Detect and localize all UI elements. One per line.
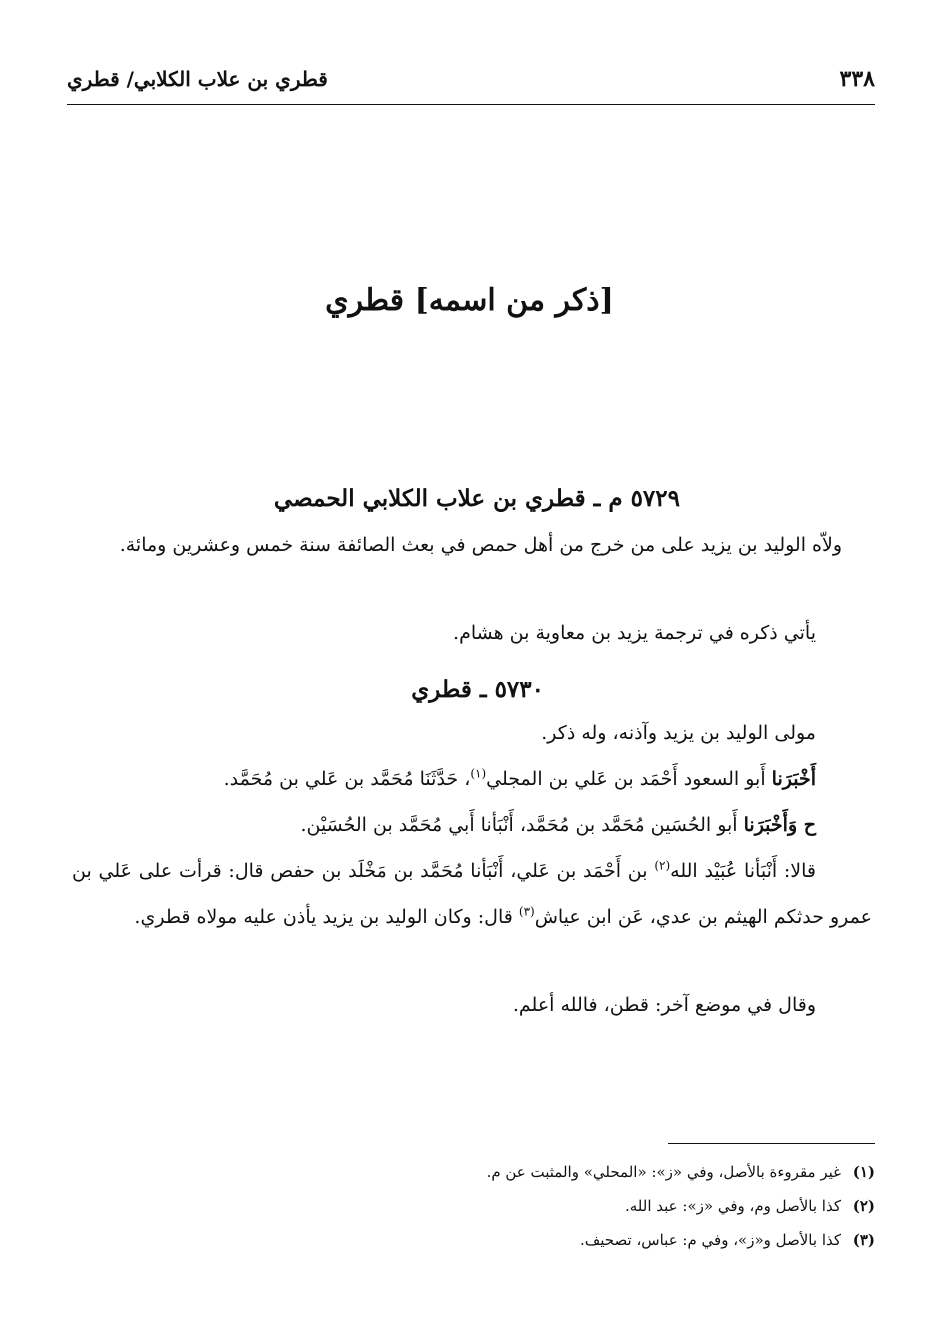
header-rule xyxy=(67,104,875,105)
footnote-text: كذا بالأصل و«ز»، وفي م: عباس، تصحيف. xyxy=(579,1231,841,1249)
footnote-item xyxy=(300,1189,875,1223)
isnad-paragraph xyxy=(72,848,872,940)
entry-5730-closing xyxy=(72,982,816,1028)
paragraph-text: ولاّه الوليد بن يزيد على من خرج من أهل حمص في بعث الصائفة سنة خمس وعشرين ومائة. xyxy=(119,534,842,556)
footnote-text: غير مقروءة بالأصل، وفي «ز»: «المحلي» والمثبت عن م. xyxy=(486,1163,841,1181)
paragraph-text-c: قال: وكان الوليد بن يزيد يأذن عليه مولاه قطري. xyxy=(134,906,519,928)
crossref-text: يأتي ذكره في ترجمة يزيد بن معاوية بن هشام. xyxy=(453,622,816,644)
footnote-number: (٢) xyxy=(852,1197,875,1215)
isnad-text: أَبو السعود أَحْمَد بن عَلي بن المجلي xyxy=(486,768,772,790)
footnote-number: (٣) xyxy=(852,1231,875,1249)
entry-5729-crossref xyxy=(72,610,816,656)
footnote-item xyxy=(300,1223,875,1257)
isnad-line-1 xyxy=(72,756,816,802)
paragraph-text-b: بن أَحْمَد بن عَلي، أَنْبَأنا مُحَمَّد بن مَخْلَد بن حفص قال: قرأت على عَلي بن عمرو حدثكم الهيثم بن عدي، عَن ابن عياش xyxy=(72,860,872,928)
isnad-lead: ح وَأَخْبَرَنا xyxy=(743,814,816,836)
footnote-ref-1: (١) xyxy=(470,766,487,781)
footnotes xyxy=(300,1155,875,1257)
footnote-item xyxy=(300,1155,875,1189)
entry-heading-5729 xyxy=(0,476,680,523)
paragraph-text-a: قالا: أَنْبَأنا عُبَيْد الله xyxy=(670,860,817,882)
running-title: قطري بن علاب الكلابي/ قطري xyxy=(67,67,328,91)
footnote-ref-3: (٣) xyxy=(518,904,535,919)
footnote-rule xyxy=(668,1143,875,1144)
entry-5730-intro xyxy=(72,710,816,756)
page-number: ٣٣٨ xyxy=(839,66,875,92)
footnote-text: كذا بالأصل وم، وفي «ز»: عبد الله. xyxy=(625,1197,841,1215)
intro-text: مولى الوليد بن يزيد وآذنه، وله ذكر. xyxy=(541,722,816,744)
entry-heading-text: ٥٧٣٠ ـ قطري xyxy=(411,676,544,703)
isnad-lead: أَخْبَرَنا xyxy=(771,768,816,790)
footnote-ref-2: (٢) xyxy=(654,858,671,873)
entry-heading-5730 xyxy=(0,667,544,714)
section-title: [ذكر من اسمه] قطري xyxy=(325,283,614,318)
entry-heading-text: ٥٧٢٩ م ـ قطري بن علاب الكلابي الحمصي xyxy=(273,485,680,512)
isnad-line-2 xyxy=(72,802,816,848)
entry-5729-paragraph xyxy=(72,522,842,568)
page-header xyxy=(67,62,875,96)
footnote-number: (١) xyxy=(852,1163,875,1181)
closing-text: وقال في موضع آخر: قطن، فالله أعلم. xyxy=(512,994,816,1016)
isnad-text: أَبو الحُسَين مُحَمَّد بن مُحَمَّد، أَنْبَأنا أَبي مُحَمَّد بن الحُسَيْن. xyxy=(300,814,744,836)
isnad-text-cont: ، حَدَّثَنَا مُحَمَّد بن عَلي بن مُحَمَّد. xyxy=(223,768,471,790)
